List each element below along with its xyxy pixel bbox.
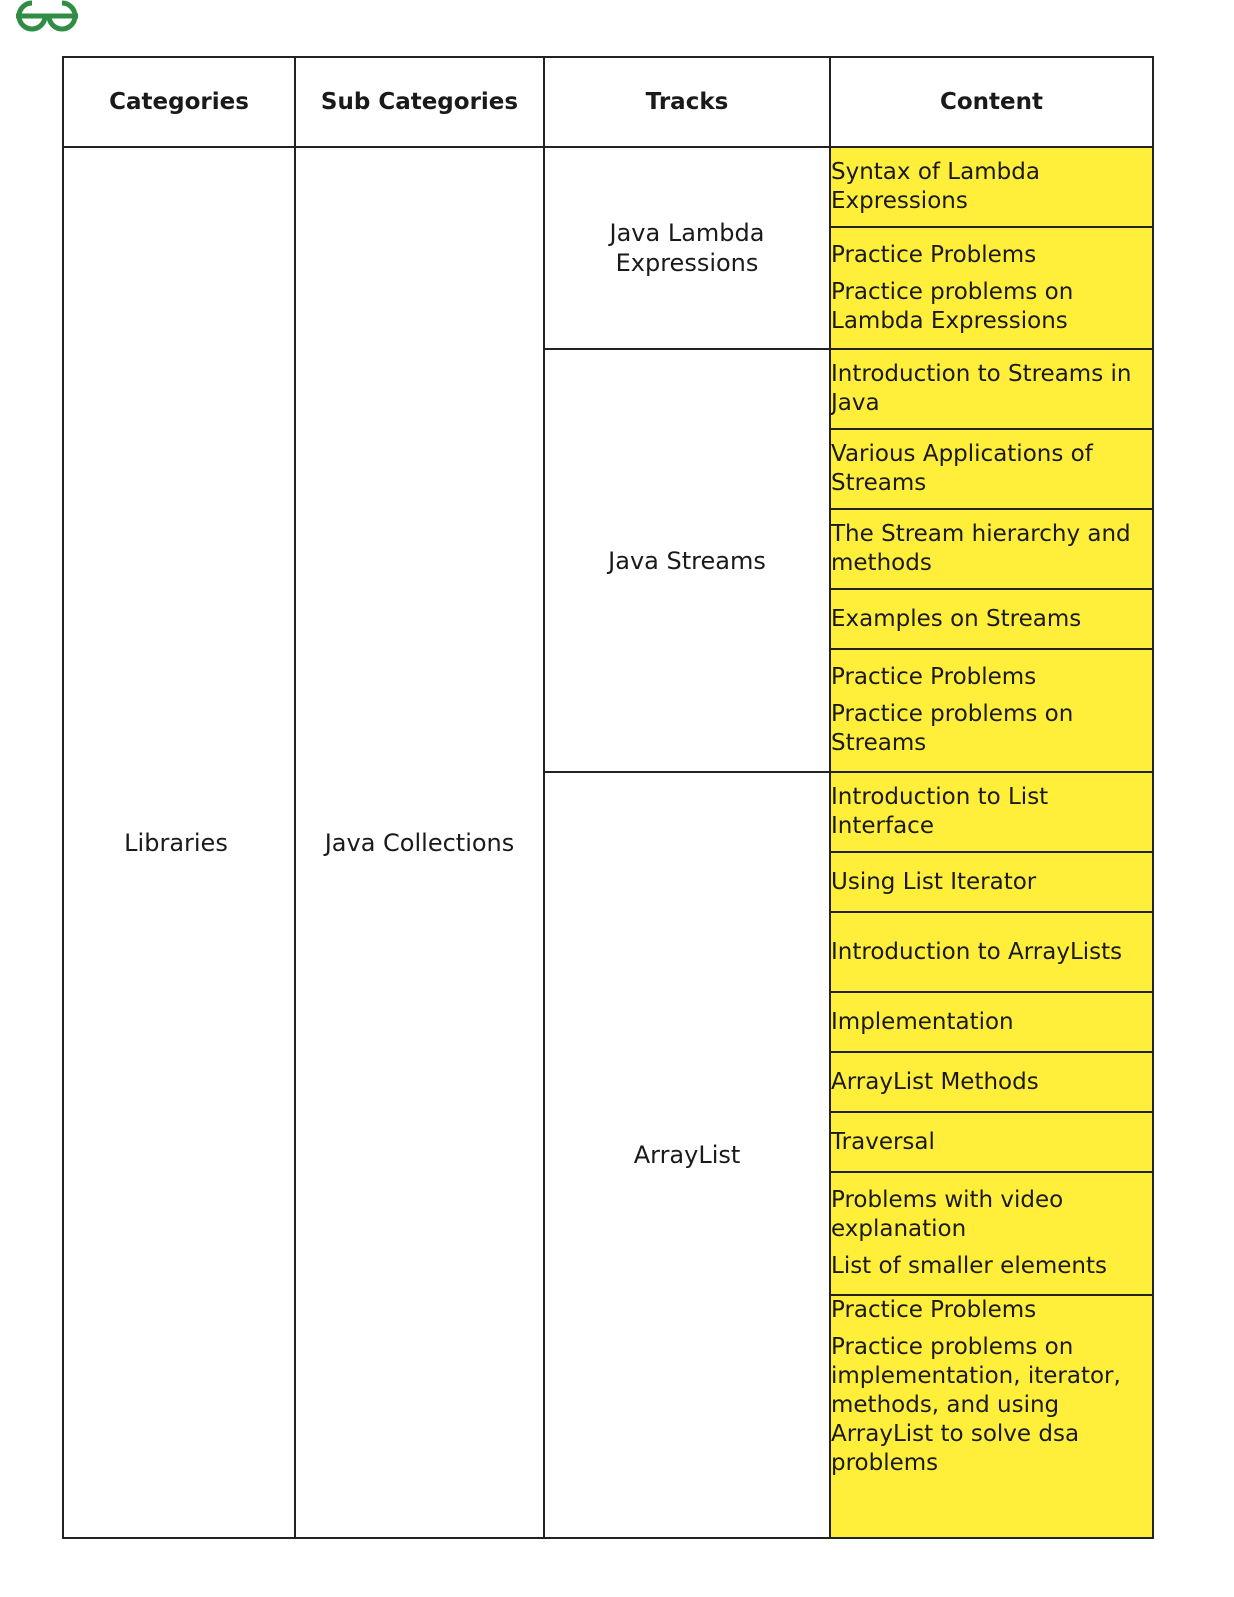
track-cell-lambda [544,147,830,349]
content-cell [830,772,1153,852]
content-text: Practice problems on Streams [831,701,1074,756]
category-cell [63,147,295,1538]
content-text: Introduction to ArrayLists [831,938,1123,965]
track-label: ArrayList [633,1141,741,1169]
content-text: Practice problems on implementation, iterator, methods, and using ArrayList to solve dsa problems [831,1334,1121,1476]
track-label: Java Lambda Expressions [609,219,765,277]
content-text: Using List Iterator [831,868,1037,895]
content-cell [830,992,1153,1052]
content-cell [830,589,1153,649]
curriculum-table [62,56,1154,1539]
header-content: Content [830,57,1153,147]
content-cell [830,227,1153,349]
header-tracks: Tracks [544,57,830,147]
content-cell [830,1052,1153,1112]
table-row [63,147,1153,227]
content-text: Implementation [831,1008,1014,1035]
track-cell-streams [544,349,830,772]
content-text: Syntax of Lambda Expressions [831,159,1040,214]
content-text: Traversal [831,1128,935,1155]
content-cell [830,509,1153,589]
content-cell [830,912,1153,992]
content-text: Examples on Streams [831,605,1082,632]
geeksforgeeks-logo-icon [12,0,82,32]
content-text: ArrayList Methods [831,1068,1039,1095]
content-cell [830,1112,1153,1172]
track-label: Java Streams [608,546,766,575]
content-cell [830,649,1153,772]
content-text: Introduction to Streams in Java [831,361,1132,416]
sub-category-cell [295,147,544,1538]
content-text: Practice Problems [831,241,1037,268]
content-cell [830,429,1153,509]
content-cell [830,1295,1153,1538]
content-cell [830,147,1153,227]
content-cell [830,1172,1153,1295]
content-text: Introduction to List Interface [831,784,1049,839]
sub-category-label: Java Collections [324,828,515,857]
content-cell [830,852,1153,912]
content-text: Various Applications of Streams [831,441,1093,496]
header-sub-categories: Sub Categories [295,57,544,147]
content-text: Practice Problems [831,664,1037,690]
track-cell-arraylist [544,772,830,1538]
category-label: Libraries [124,828,228,857]
content-text: Practice problems on Lambda Expressions [831,278,1074,334]
header-categories: Categories [63,57,295,147]
header-row [63,57,1153,147]
content-text: Practice Problems [831,1297,1037,1323]
content-text: Problems with video explanation [831,1187,1064,1242]
content-cell [830,349,1153,429]
content-text: The Stream hierarchy and methods [831,521,1131,576]
content-text: List of smaller elements [831,1253,1107,1279]
